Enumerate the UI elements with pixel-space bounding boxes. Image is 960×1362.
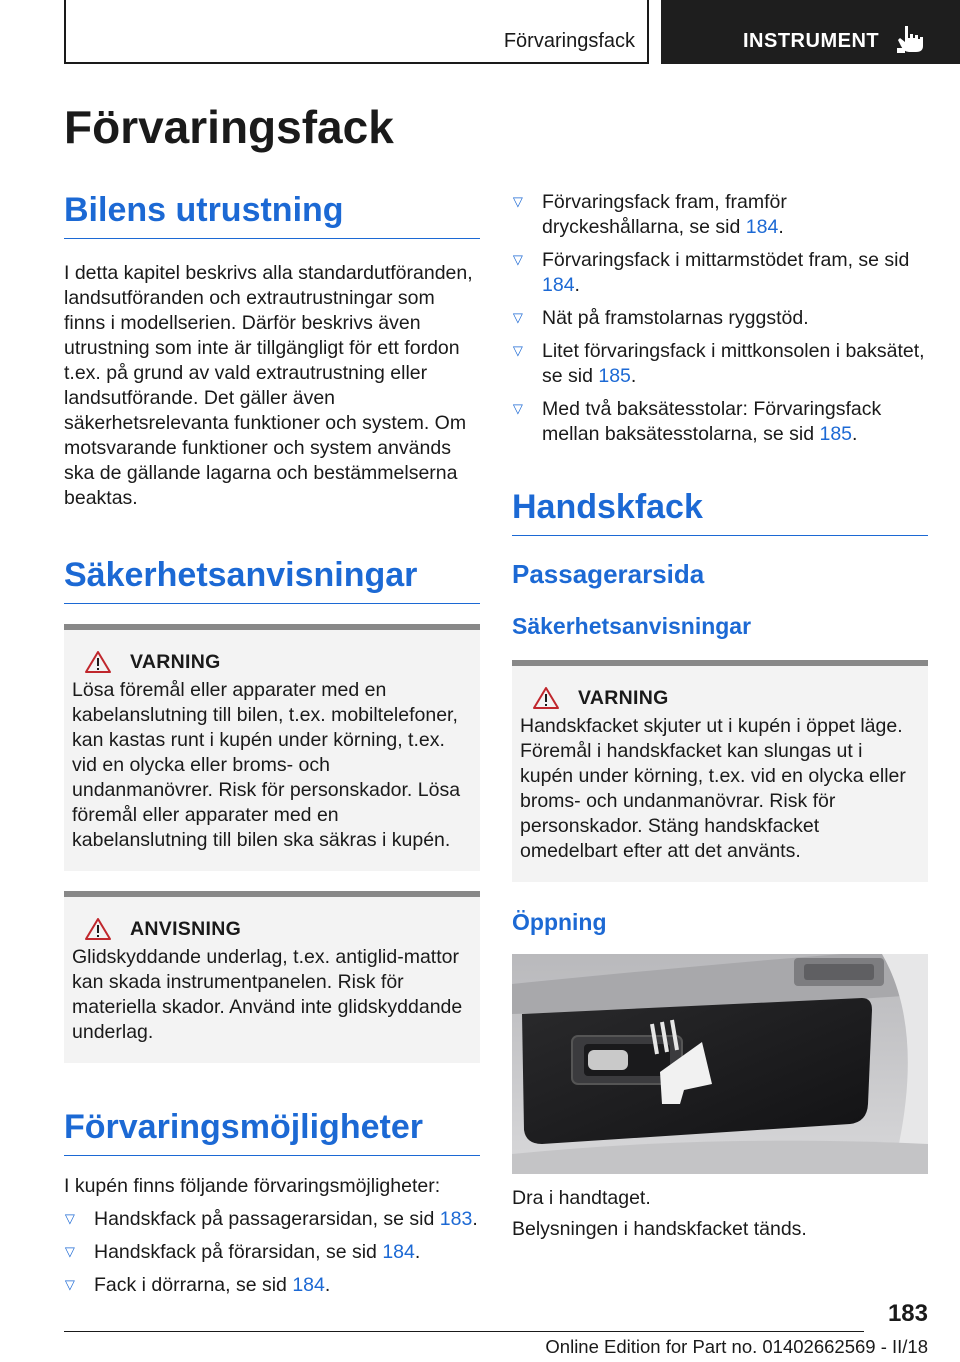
page-link[interactable]: 184 — [745, 216, 779, 238]
header-section-box — [64, 0, 649, 64]
page-link[interactable]: 185 — [819, 423, 853, 445]
warning-triangle-icon — [84, 650, 112, 674]
notice-header — [72, 917, 470, 941]
storage-options-list — [64, 1207, 480, 1298]
list-item: ▷ Med två baksätesstolar: Förvaringsfack mellan baksätesstolarna, se sid 185. — [512, 397, 928, 447]
right-column — [512, 190, 928, 1242]
storage-options-intro: I kupén finns följande förvaringsmöjligheter: — [64, 1175, 441, 1197]
page-link[interactable]: 183 — [439, 1208, 473, 1230]
page-link[interactable]: 185 — [598, 365, 631, 387]
hand-pointer-icon — [897, 24, 925, 54]
equipment-text: I detta kapitel beskrivs alla standardutföranden, landsutföranden och extrautrustningar som finns i modellserien. Därför beskrivs även utrustning som inte är tillgängligt för ett fordon t.ex. på grund av vald extrautrustning eller landsutförande. Det gäller även säkerhetsrelevanta funktioner och system. Om motsvarande funktioner och system används ska de gällande lagarna och bestämmelserna beaktas. — [64, 262, 473, 509]
glovebox-warning-label: VARNING — [578, 686, 669, 709]
notice-box — [64, 891, 480, 1063]
footer-edition: Online Edition for Part no. 01402662569 - II/18 — [545, 1336, 928, 1357]
notice-label: ANVISNING — [130, 917, 242, 940]
warning-box — [64, 624, 480, 871]
footer-divider — [64, 1331, 864, 1332]
header-chapter-title: INSTRUMENT — [743, 30, 880, 52]
heading-equipment: Bilens utrustning — [64, 190, 480, 239]
header-chapter-box — [661, 0, 960, 64]
list-item: ▷ Handskfack på passagerarsidan, se sid 183. — [64, 1207, 480, 1232]
page-link[interactable]: 184 — [292, 1274, 325, 1296]
heading-glovebox: Handskfack — [512, 487, 928, 536]
glovebox-warning-text: Handskfacket skjuter ut i kupén i öppet läge. Föremål i handskfacket kan slungas ut i kupén under körning, t.ex. vid en olycka eller broms- och undanmanövrar. Risk för personskador. Stäng handskfacket omedelbart efter att det använts. — [520, 715, 906, 862]
page-link[interactable]: 184 — [542, 274, 575, 296]
warning-header — [72, 650, 470, 674]
notice-text: Glidskyddande underlag, t.ex. antiglid-mattor kan skada instrumentpanelen. Risk för materiella skador. Använd inte glidskyddande underlag. — [72, 946, 463, 1043]
warning-text: Lösa föremål eller apparater med en kabelanslutning till bilen, t.ex. mobiltelefoner, kan kastas runt i kupén under körning, t.ex. vid en olycka eller broms- och undanmanövrer. Risk för personskador. Lösa föremål eller apparater med en kabelanslutning till bilen ska säkras i kupén. — [72, 679, 461, 851]
heading-storage-options: Förvaringsmöjligheter — [64, 1107, 480, 1156]
heading-safety: Säkerhetsanvisningar — [64, 555, 480, 604]
opening-step: Dra i handtaget. — [512, 1187, 651, 1209]
warning-label: VARNING — [130, 650, 221, 673]
glovebox-warning-box — [512, 660, 928, 882]
storage-options-list-continued — [512, 190, 928, 447]
glovebox-photo — [512, 954, 928, 1174]
header-section-title: Förvaringsfack — [503, 30, 635, 52]
list-item: ▷ Handskfack på förarsidan, se sid 184. — [64, 1240, 480, 1265]
heading-passenger-side: Passagerarsida — [512, 559, 705, 589]
list-item: ▷ Litet förvaringsfack i mittkonsolen i baksätet, se sid 185. — [512, 339, 928, 389]
heading-opening: Öppning — [512, 909, 607, 935]
list-item: ▷ Förvaringsfack i mittarmstödet fram, se sid 184. — [512, 248, 928, 298]
page-number: 183 — [887, 1300, 928, 1327]
glovebox-warning-header — [520, 686, 918, 710]
list-item: ▷ Fack i dörrarna, se sid 184. — [64, 1273, 480, 1298]
notice-triangle-icon — [84, 917, 112, 941]
list-item: ▷ Förvaringsfack fram, framför dryckeshållarna, se sid 184. — [512, 190, 928, 240]
page-link[interactable]: 184 — [382, 1241, 415, 1263]
list-item: ▷ Nät på framstolarnas ryggstöd. — [512, 306, 928, 331]
warning-triangle-icon — [532, 686, 560, 710]
heading-safety-glovebox: Säkerhetsanvisningar — [512, 613, 752, 639]
glovebox-illustration — [512, 954, 928, 1174]
left-column — [64, 190, 480, 1306]
page-title: Förvaringsfack — [64, 101, 394, 153]
opening-result: Belysningen i handskfacket tänds. — [512, 1218, 807, 1240]
